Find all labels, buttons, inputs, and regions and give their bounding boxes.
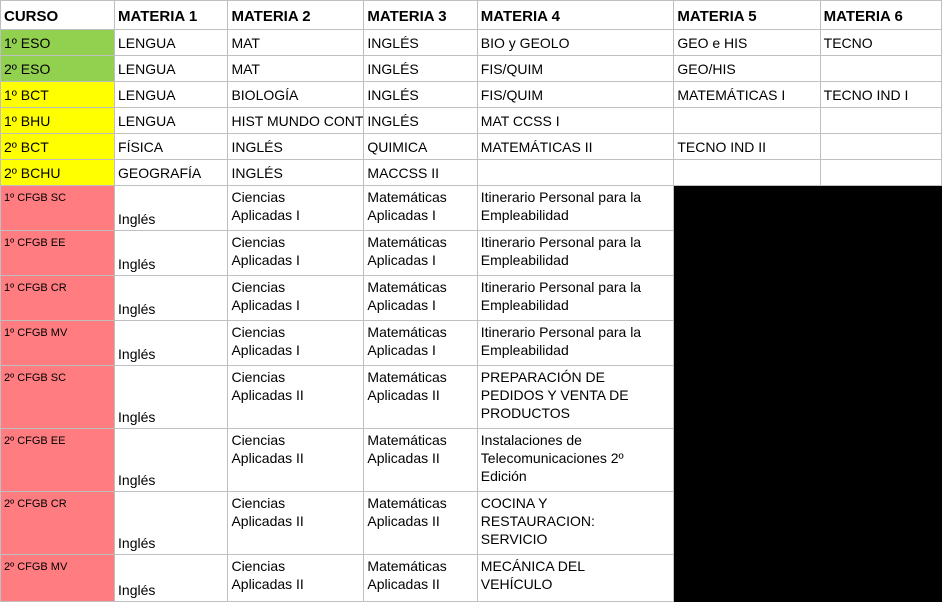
- cell-curso[interactable]: 2º CFGB EE: [1, 429, 115, 492]
- cell-materia-2[interactable]: MAT: [228, 56, 364, 82]
- cell-materia-1[interactable]: LENGUA: [115, 108, 228, 134]
- cell-materia-1[interactable]: Inglés: [115, 186, 228, 231]
- cell-materia-1[interactable]: LENGUA: [115, 30, 228, 56]
- cell-materia-4[interactable]: PREPARACIÓN DE PEDIDOS Y VENTA DE PRODUCTOS: [477, 366, 674, 429]
- cell-materia-2[interactable]: Ciencias Aplicadas I: [228, 231, 364, 276]
- cell-materia-2[interactable]: Ciencias Aplicadas I: [228, 276, 364, 321]
- table-row: [1, 555, 942, 602]
- cell-materia-4[interactable]: Itinerario Personal para la Empleabilidad: [477, 276, 674, 321]
- cell-curso[interactable]: 1º CFGB EE: [1, 231, 115, 276]
- cell-curso[interactable]: 1º ESO: [1, 30, 115, 56]
- cell-materia-1[interactable]: Inglés: [115, 555, 228, 602]
- blocked-cell[interactable]: [674, 321, 820, 366]
- cell-materia-4[interactable]: Instalaciones de Telecomunicaciones 2º Edición: [477, 429, 674, 492]
- blocked-cell[interactable]: [820, 555, 941, 602]
- cell-materia-2[interactable]: Ciencias Aplicadas I: [228, 321, 364, 366]
- cell-curso[interactable]: 2º ESO: [1, 56, 115, 82]
- blocked-cell[interactable]: [820, 231, 941, 276]
- blocked-cell[interactable]: [674, 492, 820, 555]
- blocked-cell[interactable]: [820, 186, 941, 231]
- table-row: [1, 492, 942, 555]
- header-cell-materia-5[interactable]: MATERIA 5: [674, 1, 820, 30]
- cell-materia-3[interactable]: INGLÉS: [364, 30, 477, 56]
- cell-curso[interactable]: 1º CFGB CR: [1, 276, 115, 321]
- cell-materia-3[interactable]: Matemáticas Aplicadas II: [364, 555, 477, 602]
- cell-materia-4[interactable]: Itinerario Personal para la Empleabilidad: [477, 231, 674, 276]
- cell-materia-5[interactable]: GEO/HIS: [674, 56, 820, 82]
- cell-materia-1[interactable]: LENGUA: [115, 82, 228, 108]
- cell-materia-1[interactable]: Inglés: [115, 276, 228, 321]
- table-row: [1, 160, 942, 186]
- cell-materia-2[interactable]: Ciencias Aplicadas II: [228, 555, 364, 602]
- table-row: [1, 186, 942, 231]
- header-cell-materia-1[interactable]: MATERIA 1: [115, 1, 228, 30]
- table-row: [1, 56, 942, 82]
- cell-materia-3[interactable]: INGLÉS: [364, 56, 477, 82]
- cell-materia-6[interactable]: [820, 160, 941, 186]
- blocked-cell[interactable]: [820, 492, 941, 555]
- blocked-cell[interactable]: [674, 276, 820, 321]
- cell-materia-4[interactable]: COCINA Y RESTAURACION: SERVICIO: [477, 492, 674, 555]
- cell-materia-3[interactable]: Matemáticas Aplicadas II: [364, 492, 477, 555]
- cell-materia-4[interactable]: MATEMÁTICAS II: [477, 134, 674, 160]
- cell-materia-2[interactable]: INGLÉS: [228, 134, 364, 160]
- cell-materia-3[interactable]: Matemáticas Aplicadas II: [364, 429, 477, 492]
- cell-materia-1[interactable]: Inglés: [115, 492, 228, 555]
- cell-materia-6[interactable]: [820, 134, 941, 160]
- cell-materia-3[interactable]: Matemáticas Aplicadas I: [364, 276, 477, 321]
- cell-materia-3[interactable]: Matemáticas Aplicadas I: [364, 321, 477, 366]
- cell-materia-3[interactable]: INGLÉS: [364, 82, 477, 108]
- cell-materia-2[interactable]: BIOLOGÍA: [228, 82, 364, 108]
- cell-materia-3[interactable]: Matemáticas Aplicadas I: [364, 186, 477, 231]
- cell-curso[interactable]: 1º CFGB MV: [1, 321, 115, 366]
- cell-materia-5[interactable]: GEO e HIS: [674, 30, 820, 56]
- header-cell-materia-2[interactable]: MATERIA 2: [228, 1, 364, 30]
- cell-materia-6[interactable]: TECNO: [820, 30, 941, 56]
- cell-materia-2[interactable]: Ciencias Aplicadas II: [228, 366, 364, 429]
- cell-materia-5[interactable]: TECNO IND II: [674, 134, 820, 160]
- cell-materia-3[interactable]: Matemáticas Aplicadas II: [364, 366, 477, 429]
- cell-curso[interactable]: 1º BHU: [1, 108, 115, 134]
- cell-materia-4[interactable]: [477, 160, 674, 186]
- cell-curso[interactable]: 1º BCT: [1, 82, 115, 108]
- header-cell-materia-6[interactable]: MATERIA 6: [820, 1, 941, 30]
- blocked-cell[interactable]: [674, 366, 820, 429]
- cell-curso[interactable]: 2º BCHU: [1, 160, 115, 186]
- cell-materia-1[interactable]: Inglés: [115, 366, 228, 429]
- cell-materia-1[interactable]: LENGUA: [115, 56, 228, 82]
- header-row: [1, 1, 942, 30]
- table-row: [1, 276, 942, 321]
- cell-materia-1[interactable]: Inglés: [115, 429, 228, 492]
- cell-materia-3[interactable]: INGLÉS: [364, 108, 477, 134]
- cell-materia-6[interactable]: [820, 108, 941, 134]
- table-row: [1, 321, 942, 366]
- table-row: [1, 366, 942, 429]
- cell-materia-4[interactable]: FIS/QUIM: [477, 82, 674, 108]
- header-cell-curso[interactable]: CURSO: [1, 1, 115, 30]
- cell-materia-4[interactable]: FIS/QUIM: [477, 56, 674, 82]
- header-cell-materia-4[interactable]: MATERIA 4: [477, 1, 674, 30]
- cell-materia-1[interactable]: FÍSICA: [115, 134, 228, 160]
- blocked-cell[interactable]: [674, 429, 820, 492]
- table-row: [1, 108, 942, 134]
- blocked-cell[interactable]: [674, 555, 820, 602]
- cell-materia-2[interactable]: HIST MUNDO CONT: [228, 108, 364, 134]
- cell-materia-4[interactable]: BIO y GEOLO: [477, 30, 674, 56]
- cell-materia-5[interactable]: MATEMÁTICAS I: [674, 82, 820, 108]
- cell-materia-2[interactable]: Ciencias Aplicadas II: [228, 429, 364, 492]
- cell-materia-1[interactable]: Inglés: [115, 321, 228, 366]
- blocked-cell[interactable]: [820, 276, 941, 321]
- cell-materia-6[interactable]: [820, 56, 941, 82]
- cell-materia-5[interactable]: [674, 108, 820, 134]
- table-row: [1, 134, 942, 160]
- table-row: [1, 82, 942, 108]
- cell-materia-2[interactable]: MAT: [228, 30, 364, 56]
- cell-curso[interactable]: 2º CFGB SC: [1, 366, 115, 429]
- blocked-cell[interactable]: [674, 186, 820, 231]
- blocked-cell[interactable]: [820, 429, 941, 492]
- cell-materia-4[interactable]: MECÁNICA DEL VEHÍCULO: [477, 555, 674, 602]
- cell-curso[interactable]: 2º BCT: [1, 134, 115, 160]
- cell-materia-2[interactable]: Ciencias Aplicadas II: [228, 492, 364, 555]
- cell-curso[interactable]: 2º CFGB MV: [1, 555, 115, 602]
- cell-curso[interactable]: 1º CFGB SC: [1, 186, 115, 231]
- table-row: [1, 429, 942, 492]
- header-cell-materia-3[interactable]: MATERIA 3: [364, 1, 477, 30]
- table-row: [1, 231, 942, 276]
- blocked-cell[interactable]: [674, 231, 820, 276]
- cell-materia-4[interactable]: Itinerario Personal para la Empleabilidad: [477, 321, 674, 366]
- cell-materia-1[interactable]: Inglés: [115, 231, 228, 276]
- cell-materia-3[interactable]: Matemáticas Aplicadas I: [364, 231, 477, 276]
- blocked-cell[interactable]: [820, 366, 941, 429]
- cell-materia-4[interactable]: MAT CCSS I: [477, 108, 674, 134]
- cell-materia-4[interactable]: Itinerario Personal para la Empleabilidad: [477, 186, 674, 231]
- cell-materia-5[interactable]: [674, 160, 820, 186]
- cell-materia-1[interactable]: GEOGRAFÍA: [115, 160, 228, 186]
- cell-materia-3[interactable]: MACCSS II: [364, 160, 477, 186]
- blocked-cell[interactable]: [820, 321, 941, 366]
- cell-materia-6[interactable]: TECNO IND I: [820, 82, 941, 108]
- cell-materia-2[interactable]: INGLÉS: [228, 160, 364, 186]
- cell-materia-2[interactable]: Ciencias Aplicadas I: [228, 186, 364, 231]
- table-row: [1, 30, 942, 56]
- cell-curso[interactable]: 2º CFGB CR: [1, 492, 115, 555]
- cell-materia-3[interactable]: QUIMICA: [364, 134, 477, 160]
